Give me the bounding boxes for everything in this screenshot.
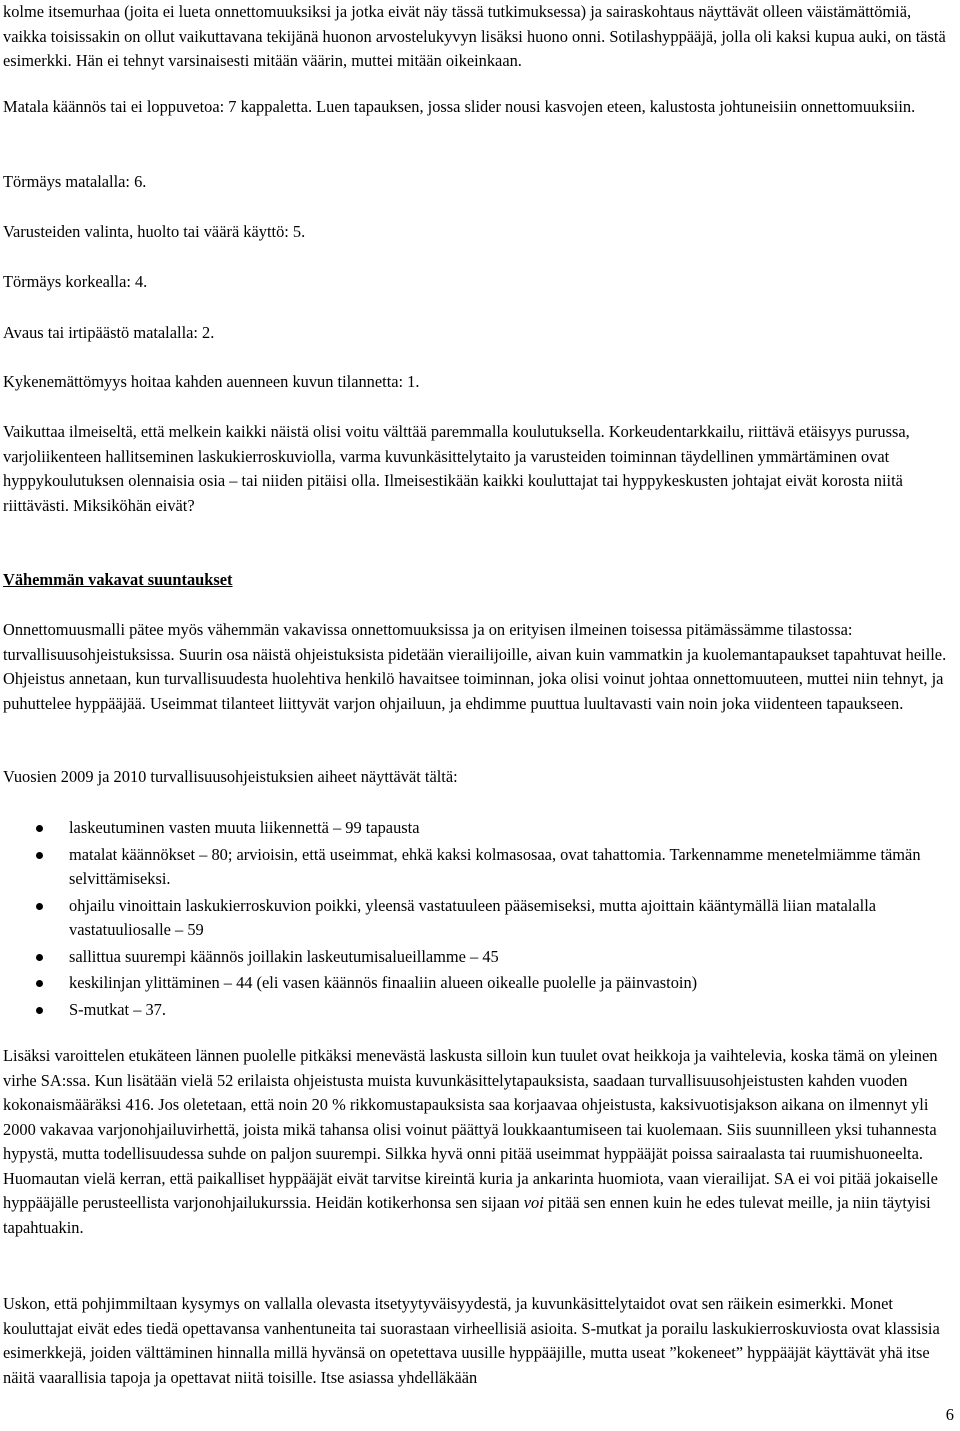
- paragraph-collision-high: Törmäys korkealla: 4.: [3, 272, 148, 291]
- page-number: 6: [945, 1405, 954, 1424]
- bullet-icon: [36, 852, 43, 859]
- emphasized-word: voi: [523, 1193, 544, 1212]
- list-item-text: matalat käännökset – 80; arvioisin, että useimmat, ehkä kaksi kolmasosaa, ovat tahattomia. Tarkennamme menetelmiämme tämän selvittämiseksi.: [69, 844, 921, 888]
- paragraph-warnings: Lisäksi varoittelen etukäteen lännen puolelle pitkäksi menevästä laskusta silloin kun tuulet ovat heikkoja ja vaihtelevia, koska tämä on yleinen virhe SA:ssa. Kun lisätään vielä 52 erilaista ohjeistusta muista kuvunkäsittelytapauksista, saadaan turvallisuusohjeistusten kahden vuoden kokonaismääräksi 416. Jos oletetaan, että noin 20 % rikkomustapauksista saa korjaavaa ohjeistusta, kaksivuotisjakson aikana on ilmennyt yli 2000 vakavaa varjonohjailuvirhettä, joista mikä tahansa olisi voinut päättyä loukkaantumiseen tai kuolemaan. Siis suunnilleen yksi tuhannesta hypystä, mutta todellisuudessa suhde on paljon suurempi. Silkka hyvä onni pitää useimmat hyppääjät poissa sairaalasta tai ruumishuoneelta. Huomautan vielä kerran, että paikalliset hyppääjät eivät tarvitse kireintä kuria ja ankarinta huomiota, vaan vierailijat. SA ei voi pitää jokaiselle hyppääjälle perusteellista varjonohjailukurssia. Heidän kotikerhonsa sen sijaan voi pitää sen ennen kuin he edes tulevat meille, ja niin täytyisi tapahtuakin.: [3, 1046, 938, 1237]
- bullet-icon: [36, 980, 43, 987]
- list-item-text: sallittua suurempi käännös joillakin laskeutumisalueillamme – 45: [69, 946, 499, 966]
- topics-list: [3, 816, 953, 1024]
- paragraph-topics-intro: Vuosien 2009 ja 2010 turvallisuusohjeistuksien aiheet näyttävät tältä:: [3, 767, 458, 786]
- paragraph-two-canopies: Kykenemättömyys hoitaa kahden auenneen kuvun tilannetta: 1.: [3, 372, 420, 391]
- bullet-icon: [36, 954, 43, 961]
- paragraph-equipment: Varusteiden valinta, huolto tai väärä käyttö: 5.: [3, 222, 306, 241]
- paragraph-suicides: kolme itsemurhaa (joita ei lueta onnettomuuksiksi ja jotka eivät näy tässä tutkimuksessa) ja sairaskohtaus näyttävät olleen väistämättömiä, vaikka toisissakin on ollut vaikuttavana tekijänä huonon arvostelukyvyn lisäksi huono onni. Sotilashyppääjä, jolla oli kaksi kupua auki, on tästä esimerkki. Hän ei tehnyt varsinaisesti mitään väärin, muttei mitään oikeinkaan.: [3, 2, 946, 70]
- bullet-icon: [36, 1007, 43, 1014]
- list-item: [3, 816, 953, 841]
- list-item-text: keskilinjan ylittäminen – 44 (eli vasen käännös finaaliin alueen oikealle puolelle ja päinvastoin): [69, 973, 698, 992]
- section-heading: Vähemmän vakavat suuntaukset: [3, 570, 233, 589]
- paragraph-low-turn: Matala käännös tai ei loppuvetoa: 7 kappaletta. Luen tapauksen, jossa slider nousi kasvojen eteen, kalustosta johtuneisiin onnettomuuksiin.: [3, 97, 916, 116]
- bullet-icon: [36, 825, 43, 832]
- list-item: [3, 971, 953, 996]
- list-item: [3, 894, 953, 943]
- paragraph-accident-model: Onnettomuusmalli pätee myös vähemmän vakavissa onnettomuuksissa ja on erityisen ilmeinen toisessa pitämässämme tilastossa: turvallisuusohjeistuksissa. Suurin osa näistä ohjeistuksista pidetään vierailijoille, aivan kuin vammatkin ja kuolemantapaukset tapahtuvat heille. Ohjeistus annetaan, kun turvallisuudesta huolehtiva henkilö havaitsee toiminnan, joka olisi voinut johtaa onnettomuuteen, muttei niin tehnyt, ja puhuttelee hyppääjää. Useimmat tilanteet liittyvät varjon ohjailuun, ja ehdimme puuttua luultavasti vain noin joka viidenteen tapaukseen.: [3, 620, 947, 713]
- bullet-icon: [36, 903, 43, 910]
- paragraph-complacency: Uskon, että pohjimmiltaan kysymys on vallalla olevasta itsetyytyväisyydestä, ja kuvunkäsittelytaidot ovat sen räikein esimerkki. Monet kouluttajat eivät edes tiedä opettavansa vanhentuneita tai suorastaan virheellisiä asioita. S-mutkat ja porailu laskukierroskuviosta ovat klassisia esimerkkejä, joiden välttäminen hinnalla millä hyvänsä on opetettava uusille hyppääjille, mutta useat ”kokeneet” hyppääjät käyttävät yhä itse näitä vaarallisia tapoja ja opettavat niitä toisille. Itse asiassa yhdelläkään: [3, 1294, 940, 1387]
- list-item-text: S-mutkat – 37.: [69, 999, 166, 1019]
- paragraph-collision-low: Törmäys matalalla: 6.: [3, 172, 147, 191]
- list-item: [3, 843, 953, 892]
- list-item: [3, 998, 953, 1023]
- list-item-text: laskeutuminen vasten muuta liikennettä – 99 tapausta: [69, 818, 420, 837]
- list-item-text: ohjailu vinoittain laskukierroskuvion poikki, yleensä vastatuuleen pääsemiseksi, mutta ajoittain kääntymällä liian matalalla vastatuuliosalle – 59: [69, 895, 877, 939]
- list-item: [3, 945, 953, 970]
- paragraph-training: Vaikuttaa ilmeiseltä, että melkein kaikki näistä olisi voitu välttää paremmalla koulutuksella. Korkeudentarkkailu, riittävä etäisyys purussa, varjoliikenteen hallitseminen laskukierroskuviolla, varma kuvunkäsittelytaito ja varusteiden toiminnan täydellinen ymmärtäminen ovat hyppykoulutuksen olennaisia osia – tai niiden pitäisi olla. Ilmeisestikään kaikki kouluttajat tai hyppykeskusten johtajat eivät korosta niitä riittävästi. Miksiköhän eivät?: [3, 422, 910, 515]
- paragraph-low-opening: Avaus tai irtipäästö matalalla: 2.: [3, 323, 215, 342]
